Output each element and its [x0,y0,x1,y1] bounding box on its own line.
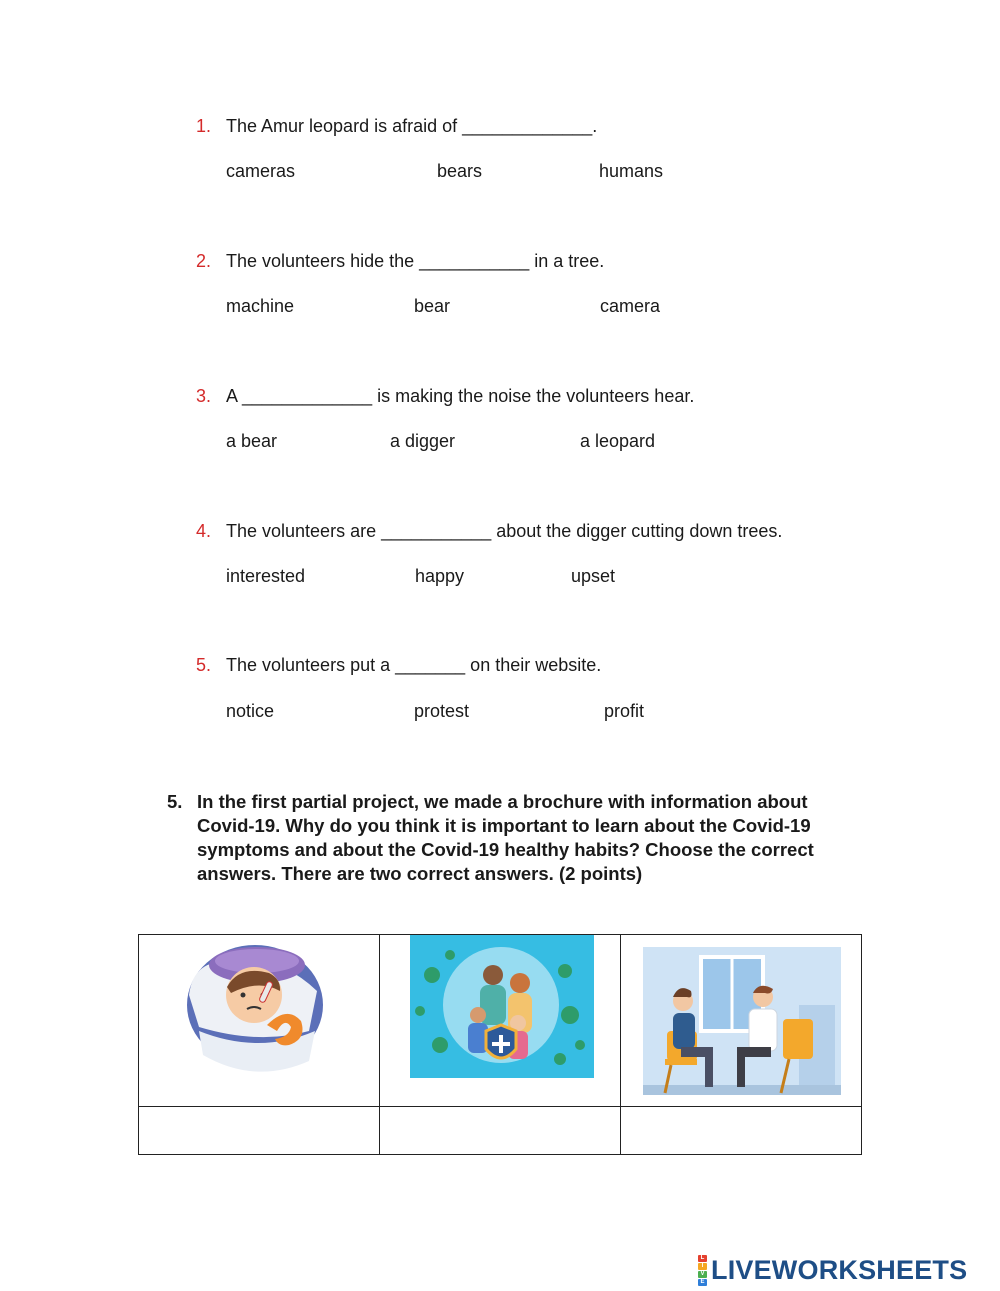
question-text: The Amur leopard is afraid of _____________. [226,116,598,136]
question-text: A _____________ is making the noise the volunteers hear. [226,386,695,406]
image-cell-family-protection [380,935,621,1107]
liveworksheets-logo [698,1253,967,1287]
question-3 [196,386,694,407]
question-2 [196,251,604,272]
question-1 [196,116,597,137]
question-text: The volunteers put a _______ on their website. [226,655,602,675]
question-number: 4. [196,521,212,541]
question-text: The volunteers hide the ___________ in a tree. [226,251,605,271]
answer-cell[interactable] [621,1107,862,1155]
logo-text: LIVEWORKSHEETS [711,1254,968,1285]
option[interactable]: profit [604,701,645,721]
logo-tiles [698,1255,707,1286]
question-number: 3. [196,386,212,406]
option[interactable]: camera [600,296,661,316]
question-number: 2. [196,251,212,271]
option[interactable]: machine [226,296,295,316]
question-text: The volunteers are ___________ about the digger cutting down trees. [226,521,783,541]
answer-cell[interactable] [139,1107,380,1155]
option[interactable]: a leopard [580,431,656,451]
sick-child-illustration [139,935,379,1101]
question-number: 1. [196,116,212,136]
question-number: 5. [196,655,212,675]
answer-row [139,1107,862,1155]
doctor-visit-illustration [621,935,861,1101]
option[interactable]: a bear [226,431,278,451]
logo-tile: L [698,1255,707,1262]
logo-tile: E [698,1279,707,1286]
option[interactable]: bears [437,161,483,181]
section-text: In the first partial project, we made a brochure with information about Covid-19. Why do you think it is important to learn about the Covid-19 symptoms and about the Covid-19 healthy habits? Choose the correct answers. There are two correct answers. (2 points) [197,791,814,884]
answer-table [138,934,862,1155]
option[interactable]: a digger [390,431,456,451]
family-protection-illustration [380,935,620,1101]
image-row [139,935,862,1107]
logo-tile: I [698,1263,707,1270]
question-4 [196,521,782,542]
option[interactable]: humans [599,161,664,181]
logo-tile: V [698,1271,707,1278]
option[interactable]: happy [415,566,465,586]
answer-cell[interactable] [380,1107,621,1155]
option[interactable]: cameras [226,161,296,181]
option[interactable]: upset [571,566,616,586]
option[interactable]: interested [226,566,306,586]
image-cell-sick-child [139,935,380,1107]
image-cell-doctor-visit [621,935,862,1107]
option[interactable]: protest [414,701,470,721]
section-number: 5. [167,791,183,812]
option[interactable]: bear [414,296,451,316]
question-5 [196,655,601,676]
option[interactable]: notice [226,701,275,721]
